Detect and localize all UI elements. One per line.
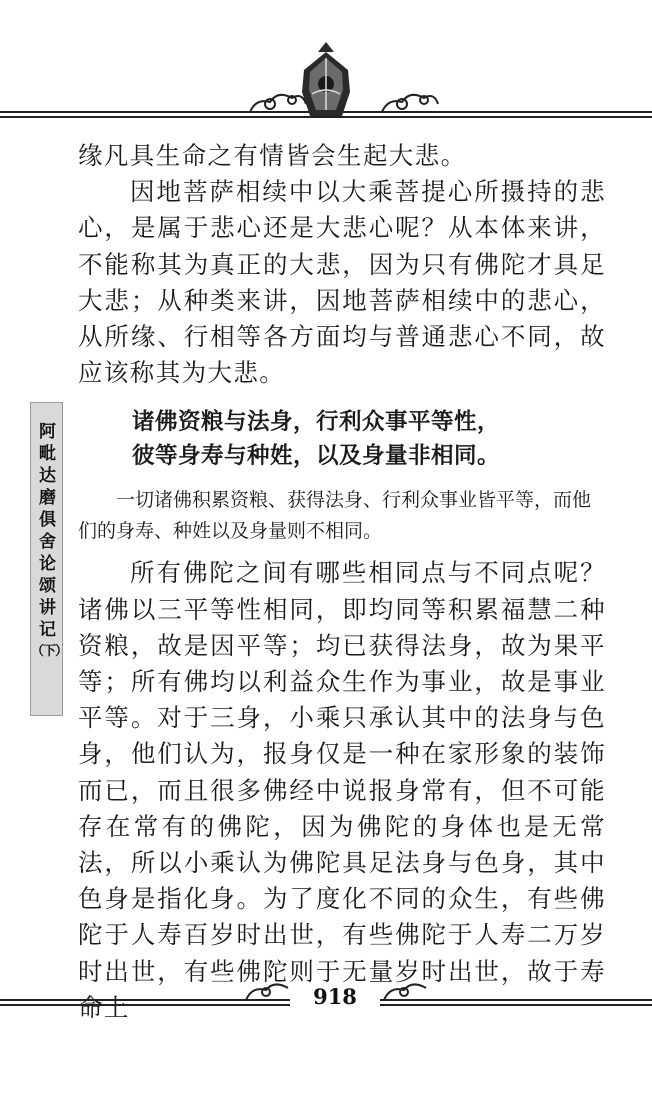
paragraph: 缘凡具生命之有情皆会生起大悲。 [78,141,467,170]
side-title-text [31,421,68,663]
vajra-emblem-icon [302,42,350,116]
verse-block [78,405,606,473]
side-title-char: 论 [39,554,56,574]
left-cloud-icon [250,95,306,112]
side-title-char: 颂 [39,576,56,596]
side-title-char: 磨 [39,488,56,508]
side-title-char: 达 [39,466,56,486]
side-title-char: （下） [31,644,68,659]
right-cloud-icon [382,95,438,112]
side-title-char: 讲 [39,598,56,618]
right-cloud-icon [384,984,426,1000]
verse-line: 彼等身寿与种姓，以及身量非相同。 [132,443,501,470]
verse-translation: 一切诸佛积累资粮、获得法身、行利众事业皆平等，而他们的身寿、种姓以及身量则不相同。 [78,489,592,543]
left-cloud-icon [246,984,288,1000]
side-title-char: 毗 [39,444,56,464]
paragraph: 因地菩萨相续中以大乘菩提心所摄持的悲心，是属于悲心还是大悲心呢？从本体来讲，不能称其为真正的大悲，因为只有佛陀才具足大悲；从种类来讲，因地菩萨相续中的悲心，从所缘、行相等各方面均与普通悲心不同，故应该称其为大悲。 [78,177,606,388]
page-content [78,138,606,1026]
side-title-char: 俱 [39,510,56,530]
side-title-char: 舍 [39,532,56,552]
header-ornament [0,0,652,125]
side-title-char: 记 [39,620,56,640]
side-title-char: 阿 [39,422,56,442]
commentary-paragraph: 所有佛陀之间有哪些相同点与不同点呢？诸佛以三平等性相同，即均同等积累福慧二种资粮，故是因平等；均已获得法身，故为果平等；所有佛均以利益众生作为事业，故是事业平等。对于三身，小乘只承认其中的法身与色身，他们认为，报身仅是一种在家形象的装饰而已，而且很多佛经中说报身常有，但不可能存在常有的佛陀，因为佛陀的身体也是无常法，所以小乘认为佛陀具足法身与色身，其中色身是指化身。为了度化不同的众生，有些佛陀于人寿百岁时出世，有些佛陀于人寿二万岁时出世，有些佛陀则于无量岁时出世，故于寿命上 [78,558,606,1022]
verse-line: 诸佛资粮与法身，行利众事平等性， [132,409,501,436]
page-number: 918 [313,984,357,1009]
side-title-tab [30,402,68,716]
